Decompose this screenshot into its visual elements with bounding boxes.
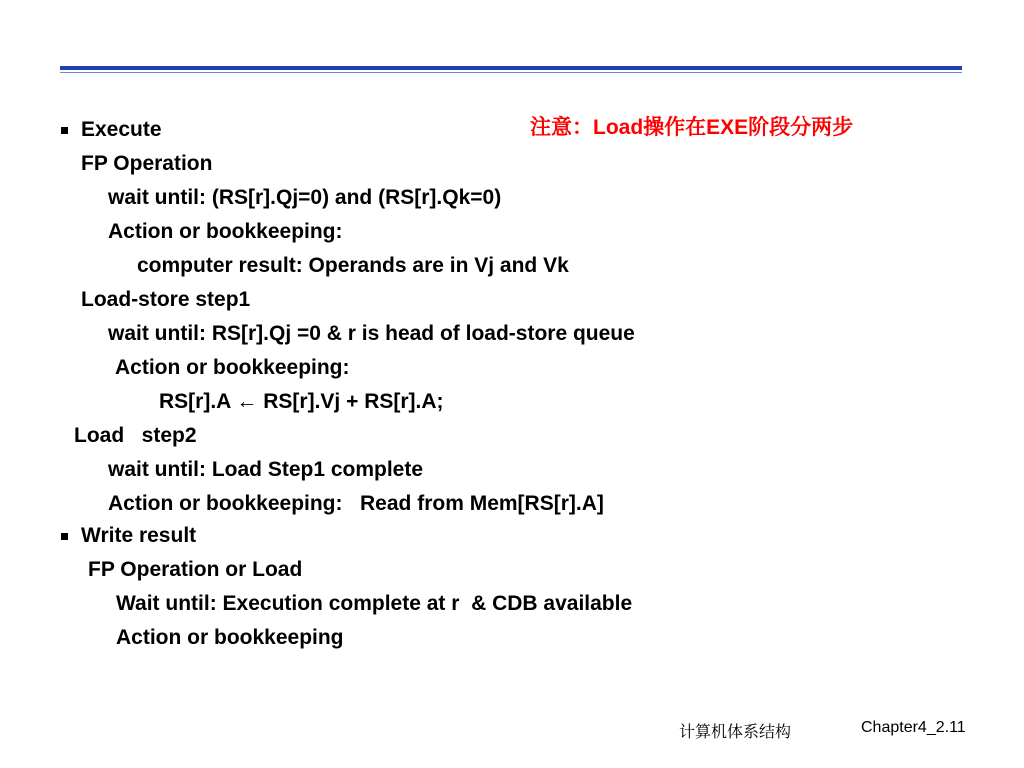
load-step2-label: Load step2 [74,424,197,447]
bullet-icon [61,533,68,540]
ls-wait-line: wait until: RS[r].Qj =0 & r is head of load-store queue [108,322,635,345]
ls-formula-line [159,390,444,414]
fp-operation-label: FP Operation [81,152,213,175]
note-annotation: 注意：Load操作在EXE阶段分两步 [530,116,854,139]
execute-heading: Execute [81,118,162,141]
fp-compute-line: computer result: Operands are in Vj and Vk [137,254,569,277]
write-result-heading: Write result [81,524,197,547]
ls-formula-left: RS[r].A [159,390,231,413]
wr-op-label: FP Operation or Load [88,558,303,581]
footer-page-number: Chapter4_2.11 [861,719,966,736]
load-wait-line: wait until: Load Step1 complete [108,458,424,481]
bullet-icon [61,127,68,134]
wr-action-line: Action or bookkeeping [116,626,344,649]
header-rule-thick [60,66,962,70]
left-arrow-icon: ← [236,390,258,413]
wr-wait-line: Wait until: Execution complete at r & CDB available [116,592,633,615]
header-rule-thin [60,72,962,73]
ls-formula-right: RS[r].Vj + RS[r].A; [263,390,444,413]
ls-action-line: Action or bookkeeping: [115,356,350,379]
load-store-step1-label: Load-store step1 [81,288,251,311]
fp-wait-line: wait until: (RS[r].Qj=0) and (RS[r].Qk=0) [108,186,502,209]
fp-action-line: Action or bookkeeping: [108,220,343,243]
footer-course-title: 计算机体系结构 [679,724,792,741]
load-action-line: Action or bookkeeping: Read from Mem[RS[r].A] [108,492,604,515]
